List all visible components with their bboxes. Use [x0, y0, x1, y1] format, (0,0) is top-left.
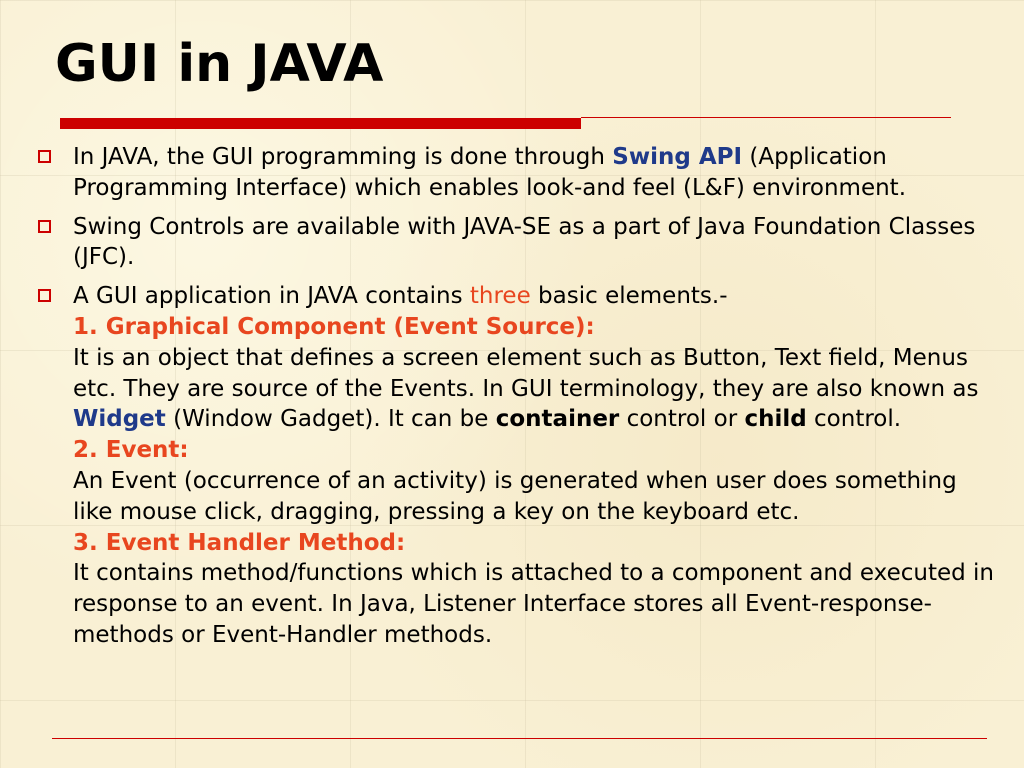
element-heading-graphical-component: 1. Graphical Component (Event Source):	[73, 313, 595, 340]
element-body-text: control.	[806, 406, 902, 433]
element-body-text: It is an object that defines a screen element such as Button, Text field, Menus etc. They are source of the Events. In GUI terminology, they are also known as	[73, 344, 979, 402]
bullet-text-cont: (Application Programming Interface) which enables look-and feel (L&F) environment.	[73, 144, 907, 201]
bullet-text: In JAVA, the GUI programming is done through	[73, 144, 613, 170]
child-highlight: child	[744, 406, 807, 433]
title-underline-thick	[60, 118, 581, 129]
slide-title: GUI in JAVA	[55, 34, 384, 94]
square-bullet-icon	[38, 150, 51, 163]
bullet-basic-elements	[36, 281, 996, 651]
bullet-swing-controls	[36, 212, 996, 274]
square-bullet-icon	[38, 289, 51, 302]
three-highlight: three	[469, 283, 531, 310]
element-body-event: An Event (occurrence of an activity) is generated when user does something like mouse click, dragging, pressing a key on the keyboard etc.	[73, 467, 957, 525]
element-body-event-handler: It contains method/functions which is attached to a component and executed in response to an event. In Java, Listener Interface stores all Event-response-methods or Event-Handler methods.	[73, 560, 994, 648]
bottom-rule	[52, 738, 987, 739]
bullet-text: Swing Controls are available with JAVA-SE as a part of Java Foundation Classes (JFC).	[73, 213, 976, 271]
element-heading-event: 2. Event:	[73, 437, 189, 464]
element-body-text: control or	[619, 406, 745, 433]
bullet-swing-api	[36, 142, 996, 204]
widget-highlight: Widget	[73, 406, 166, 433]
title-underline-thin	[581, 117, 951, 118]
slide-content	[36, 142, 996, 659]
element-body-text: (Window Gadget). It can be	[165, 406, 496, 433]
container-highlight: container	[495, 406, 620, 433]
swing-api-highlight: Swing API	[612, 144, 743, 170]
bullet-text-cont: basic elements.-	[530, 283, 728, 310]
element-body-graphical-component	[73, 343, 996, 435]
bullet-text: A GUI application in JAVA contains	[73, 283, 470, 310]
square-bullet-icon	[38, 220, 51, 233]
element-heading-event-handler: 3. Event Handler Method:	[73, 529, 406, 556]
